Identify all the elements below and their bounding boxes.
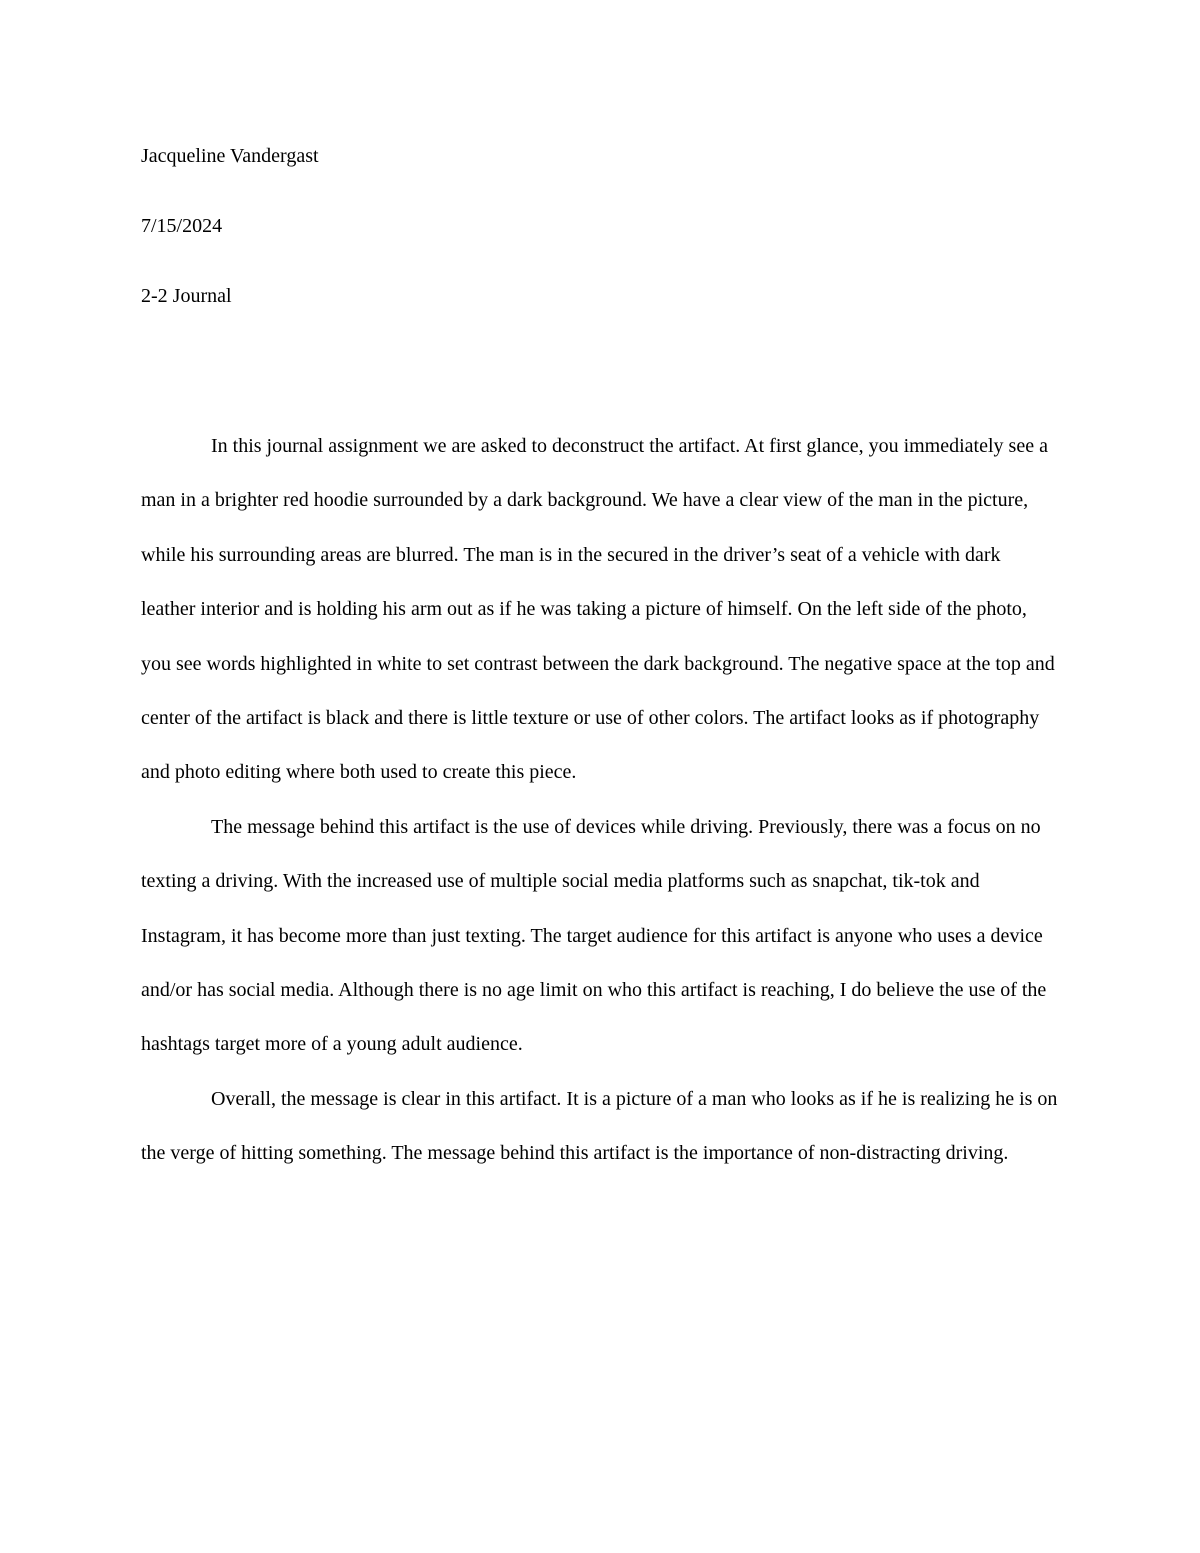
author-name: Jacqueline Vandergast: [141, 145, 319, 167]
document-body: [141, 419, 1059, 1181]
paragraph-3: Overall, the message is clear in this artifact. It is a picture of a man who looks as if he is realizing he is on the verge of hitting something. The message behind this artifact is the importance of non-distracting driving.: [141, 1087, 1058, 1165]
document-title: 2-2 Journal: [141, 285, 232, 307]
document-date: 7/15/2024: [141, 215, 223, 237]
paragraph-2: The message behind this artifact is the use of devices while driving. Previously, there was a focus on no texting a driving. With the increased use of multiple social media platforms such as snapchat, tik-tok and Instagram, it has become more than just texting. The target audience for this artifact is anyone who uses a device and/or has social media. Although there is no age limit on who this artifact is reaching, I do believe the use of the hashtags target more of a young adult audience.: [141, 815, 1047, 1056]
paragraph-1: In this journal assignment we are asked to deconstruct the artifact. At first glance, you immediately see a man in a brighter red hoodie surrounded by a dark background. We have a clear view of the man in the picture, while his surrounding areas are blurred. The man is in the secured in the driver’s seat of a vehicle with dark leather interior and is holding his arm out as if he was taking a picture of himself. On the left side of the photo, you see words highlighted in white to set contrast between the dark background. The negative space at the top and center of the artifact is black and there is little texture or use of other colors. The artifact looks as if photography and photo editing where both used to create this piece.: [141, 435, 1055, 784]
